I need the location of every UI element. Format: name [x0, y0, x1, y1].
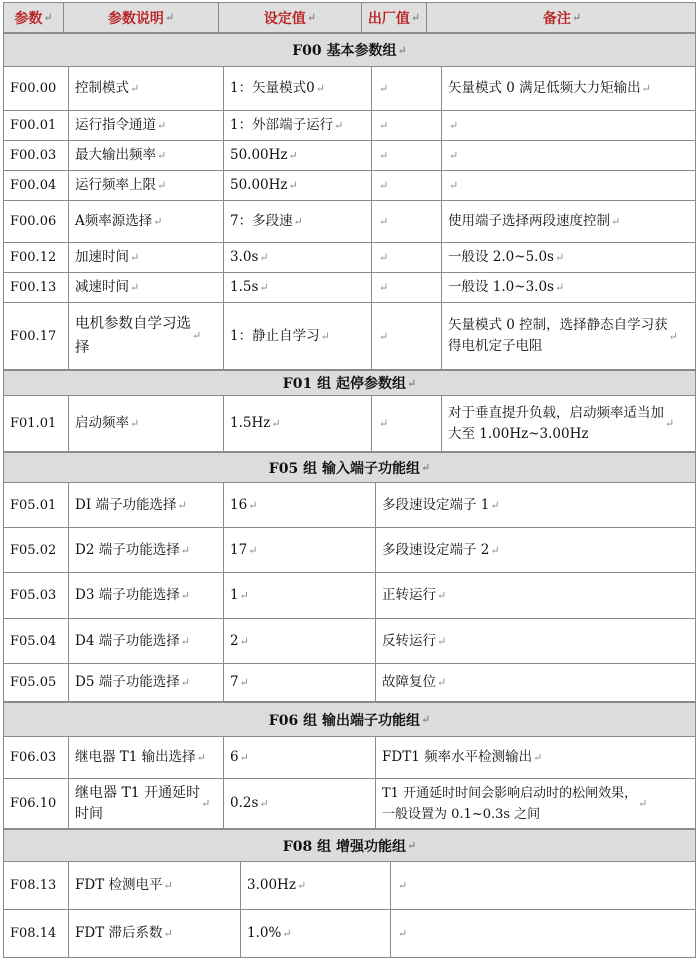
param-setting-text: 1 — [230, 587, 239, 603]
param-setting-text: 0.2s — [230, 795, 259, 811]
param-desc-text: 加速时间 — [75, 249, 129, 265]
paragraph-mark-icon: ↵ — [130, 281, 140, 294]
param-desc-text: A频率源选择 — [75, 213, 153, 229]
param-desc-text: 最大输出频率 — [75, 147, 156, 163]
param-desc — [68, 779, 223, 828]
param-desc-text: D2 端子功能选择 — [75, 541, 180, 558]
param-setting — [223, 303, 371, 369]
param-desc — [68, 862, 240, 909]
section-title — [4, 830, 695, 861]
table-row — [3, 483, 696, 528]
param-desc-text: 减速时间 — [75, 279, 129, 295]
param-code — [4, 67, 68, 110]
param-desc — [68, 737, 223, 778]
param-code-text: F08.14 — [10, 926, 57, 941]
param-remark — [441, 111, 695, 140]
paragraph-mark-icon: ↵ — [449, 179, 459, 192]
paragraph-mark-icon: ↵ — [180, 676, 190, 689]
param-desc-text: FDT 检测电平 — [75, 877, 163, 893]
param-remark — [441, 201, 695, 242]
param-remark — [441, 303, 695, 369]
param-desc-text: FDT 滞后系数 — [75, 925, 163, 941]
param-desc-text: D5 端子功能选择 — [75, 674, 180, 690]
param-code-text: F05.03 — [10, 588, 57, 603]
param-desc — [68, 619, 223, 663]
param-code-text: F05.05 — [10, 675, 57, 690]
section-title — [4, 453, 695, 482]
param-code-text: F06.10 — [10, 796, 57, 811]
paragraph-mark-icon: ↵ — [43, 11, 53, 24]
paragraph-mark-icon: ↵ — [177, 498, 187, 512]
paragraph-mark-icon: ↵ — [306, 11, 317, 24]
param-remark — [375, 619, 695, 663]
table-row — [3, 396, 696, 452]
paragraph-mark-icon: ↵ — [398, 927, 408, 940]
param-remark-text: 正转运行 — [382, 587, 436, 603]
paragraph-mark-icon: ↵ — [163, 879, 173, 892]
param-remark-text: 矢量模式 0 控制，选择静态自学习获 得电机定子电阻 — [448, 317, 668, 354]
paragraph-mark-icon: ↵ — [130, 251, 140, 264]
paragraph-mark-icon: ↵ — [320, 329, 330, 343]
paragraph-mark-icon: ↵ — [192, 329, 202, 342]
param-desc — [68, 910, 240, 957]
paragraph-mark-icon: ↵ — [180, 543, 190, 557]
param-remark-text: 一般设 1.0~3.0s — [448, 279, 554, 295]
param-code-text: F05.04 — [10, 633, 57, 649]
param-setting-text: 50.00Hz — [230, 177, 288, 193]
param-desc — [68, 528, 223, 572]
param-code — [4, 396, 68, 451]
section-title — [4, 703, 695, 736]
param-remark — [390, 910, 695, 957]
header-desc-text: 参数说明 — [107, 10, 164, 27]
paragraph-mark-icon: ↵ — [157, 149, 167, 162]
paragraph-mark-icon: ↵ — [449, 119, 459, 132]
paragraph-mark-icon: ↵ — [239, 751, 249, 764]
paragraph-mark-icon: ↵ — [379, 82, 389, 95]
param-setting-text: 1.0% — [247, 925, 282, 941]
paragraph-mark-icon: ↵ — [239, 676, 249, 689]
section-f06 — [3, 702, 696, 737]
paragraph-mark-icon: ↵ — [239, 589, 249, 602]
param-remark — [441, 67, 695, 110]
param-setting — [223, 201, 371, 242]
paragraph-mark-icon: ↵ — [490, 543, 500, 557]
param-desc — [68, 141, 223, 170]
param-setting — [223, 111, 371, 140]
param-code-text: F05.01 — [10, 497, 57, 513]
param-code — [4, 664, 68, 701]
paragraph-mark-icon: ↵ — [379, 281, 389, 294]
paragraph-mark-icon: ↵ — [406, 376, 417, 390]
param-setting-text: 1：静止自学习 — [230, 327, 320, 344]
paragraph-mark-icon: ↵ — [410, 11, 421, 24]
param-code-text: F00.06 — [10, 214, 57, 229]
param-remark-text: 使用端子选择两段速度控制 — [448, 213, 610, 229]
table-row — [3, 862, 696, 910]
param-remark-text: 反转运行 — [382, 632, 436, 649]
paragraph-mark-icon: ↵ — [641, 82, 651, 95]
paragraph-mark-icon: ↵ — [490, 498, 500, 512]
param-setting-text: 7 — [230, 674, 239, 690]
param-setting — [223, 396, 371, 451]
paragraph-mark-icon: ↵ — [288, 179, 298, 192]
table-row — [3, 171, 696, 201]
paragraph-mark-icon: ↵ — [611, 215, 621, 228]
param-setting — [223, 779, 375, 828]
param-remark — [441, 141, 695, 170]
param-code — [4, 303, 68, 369]
paragraph-mark-icon: ↵ — [196, 751, 206, 764]
table-row — [3, 737, 696, 779]
param-remark — [375, 528, 695, 572]
param-code-text: F01.01 — [10, 416, 57, 431]
table-header — [3, 2, 696, 33]
section-f08 — [3, 829, 696, 862]
param-factory — [371, 396, 441, 451]
param-factory — [371, 171, 441, 200]
paragraph-mark-icon: ↵ — [398, 879, 408, 892]
paragraph-mark-icon: ↵ — [239, 634, 249, 648]
param-code — [4, 779, 68, 828]
param-remark-text: 多段速设定端子 2 — [382, 541, 490, 558]
param-code — [4, 111, 68, 140]
param-code — [4, 273, 68, 302]
param-desc-text: 控制模式 — [75, 80, 129, 96]
param-factory — [371, 243, 441, 272]
table-row — [3, 273, 696, 303]
paragraph-mark-icon: ↵ — [164, 11, 175, 24]
param-remark-text: 一般设 2.0~5.0s — [448, 249, 554, 265]
param-desc-text: 启动频率 — [75, 415, 129, 431]
param-remark — [441, 171, 695, 200]
paragraph-mark-icon: ↵ — [379, 329, 389, 343]
paragraph-mark-icon: ↵ — [293, 215, 303, 228]
param-desc — [68, 573, 223, 618]
paragraph-mark-icon: ↵ — [533, 751, 543, 764]
param-setting-text: 2 — [230, 632, 239, 649]
paragraph-mark-icon: ↵ — [406, 839, 417, 852]
param-code — [4, 573, 68, 618]
param-factory — [371, 303, 441, 369]
table-row — [3, 303, 696, 370]
param-desc — [68, 67, 223, 110]
paragraph-mark-icon: ↵ — [259, 797, 269, 810]
paragraph-mark-icon: ↵ — [379, 417, 389, 430]
header-setting — [218, 3, 361, 32]
header-setting-text: 设定值 — [263, 10, 306, 27]
param-code-text: F05.02 — [10, 542, 57, 558]
param-desc-text: D4 端子功能选择 — [75, 632, 180, 649]
section-title-text: F01 组 起停参数组 — [282, 376, 406, 392]
paragraph-mark-icon: ↵ — [130, 417, 140, 430]
param-remark — [441, 396, 695, 451]
param-setting-text: 7：多段速 — [230, 213, 293, 229]
param-remark-text: 对于垂直提升负载，启动频率适当加 大至 1.00Hz~3.00Hz — [448, 404, 664, 442]
param-desc — [68, 483, 223, 527]
section-f05 — [3, 452, 696, 483]
param-remark-text: 故障复位 — [382, 674, 436, 690]
param-setting — [223, 737, 375, 778]
param-setting — [223, 243, 371, 272]
param-remark — [375, 573, 695, 618]
param-code-text: F00.04 — [10, 178, 57, 193]
table-row — [3, 243, 696, 273]
header-param — [4, 3, 63, 32]
param-code-text: F08.13 — [10, 878, 57, 893]
param-desc-text: 继电器 T1 输出选择 — [75, 749, 196, 765]
param-remark — [441, 273, 695, 302]
section-title-text: F08 组 增强功能组 — [282, 838, 406, 855]
section-title — [4, 34, 695, 66]
param-remark — [375, 737, 695, 778]
paragraph-mark-icon: ↵ — [397, 43, 407, 57]
param-desc — [68, 171, 223, 200]
paragraph-mark-icon: ↵ — [288, 149, 298, 162]
param-code — [4, 528, 68, 572]
param-desc-text: D3 端子功能选择 — [75, 587, 180, 603]
param-setting — [223, 573, 375, 618]
header-param-text: 参数 — [14, 10, 43, 27]
section-title-text: F00 基本参数组 — [292, 43, 397, 59]
param-setting-text: 6 — [230, 749, 239, 765]
param-code-text: F00.13 — [10, 280, 57, 295]
param-setting-text: 50.00Hz — [230, 147, 288, 163]
param-setting — [223, 67, 371, 110]
header-remark — [426, 3, 697, 32]
param-code-text: F00.12 — [10, 250, 57, 265]
param-setting — [240, 862, 390, 909]
table-row — [3, 528, 696, 573]
paragraph-mark-icon: ↵ — [638, 797, 648, 810]
param-remark — [375, 779, 695, 828]
param-setting — [223, 483, 375, 527]
paragraph-mark-icon: ↵ — [420, 461, 431, 474]
param-remark — [441, 243, 695, 272]
param-code-text: F00.01 — [10, 118, 57, 133]
param-factory — [371, 141, 441, 170]
paragraph-mark-icon: ↵ — [554, 251, 565, 264]
paragraph-mark-icon: ↵ — [379, 215, 389, 228]
param-code — [4, 243, 68, 272]
paragraph-mark-icon: ↵ — [271, 417, 281, 430]
param-desc-text: DI 端子功能选择 — [75, 496, 177, 513]
paragraph-mark-icon: ↵ — [153, 215, 163, 228]
paragraph-mark-icon: ↵ — [201, 797, 211, 810]
param-desc-text: 继电器 T1 开通延时 时间 — [75, 784, 201, 822]
paragraph-mark-icon: ↵ — [163, 927, 173, 940]
table-row — [3, 619, 696, 664]
param-desc — [68, 201, 223, 242]
param-desc — [68, 664, 223, 701]
section-f00 — [3, 33, 696, 67]
paragraph-mark-icon: ↵ — [437, 589, 447, 602]
param-setting-text: 1：外部端子运行 — [230, 117, 334, 133]
paragraph-mark-icon: ↵ — [248, 543, 258, 557]
param-remark — [390, 862, 695, 909]
param-remark — [375, 483, 695, 527]
param-code — [4, 737, 68, 778]
param-code — [4, 171, 68, 200]
table-row — [3, 779, 696, 829]
paragraph-mark-icon: ↵ — [180, 634, 190, 648]
param-setting-text: 16 — [230, 496, 248, 513]
param-desc — [68, 303, 223, 369]
section-title-text: F05 组 输入端子功能组 — [268, 460, 420, 477]
param-desc — [68, 273, 223, 302]
section-f01 — [3, 370, 696, 396]
param-setting — [223, 171, 371, 200]
header-factory-text: 出厂值 — [367, 10, 410, 27]
param-setting-text: 17 — [230, 541, 248, 558]
paragraph-mark-icon: ↵ — [248, 498, 258, 512]
table-row — [3, 111, 696, 141]
table-row — [3, 67, 696, 111]
paragraph-mark-icon: ↵ — [665, 417, 675, 430]
param-setting-text: 1：矢量模式0 — [230, 80, 315, 96]
header-factory — [361, 3, 426, 32]
param-remark-text: FDT1 频率水平检测输出 — [382, 749, 533, 765]
param-code-text: F00.03 — [10, 148, 57, 163]
paragraph-mark-icon: ↵ — [296, 879, 307, 892]
paragraph-mark-icon: ↵ — [437, 634, 447, 648]
paragraph-mark-icon: ↵ — [334, 119, 344, 132]
table-row — [3, 664, 696, 702]
paragraph-mark-icon: ↵ — [180, 589, 190, 602]
param-desc-text: 电机参数自学习选 择 — [75, 316, 191, 356]
param-desc-text: 运行指令通道 — [75, 117, 156, 133]
table-row — [3, 201, 696, 243]
param-code — [4, 201, 68, 242]
table-row — [3, 910, 696, 958]
param-code — [4, 862, 68, 909]
param-setting — [223, 619, 375, 663]
param-remark-text: 多段速设定端子 1 — [382, 496, 490, 513]
table-row — [3, 573, 696, 619]
param-code — [4, 141, 68, 170]
paragraph-mark-icon: ↵ — [571, 11, 582, 24]
param-factory — [371, 273, 441, 302]
paragraph-mark-icon: ↵ — [130, 82, 140, 95]
param-remark — [375, 664, 695, 701]
param-setting-text: 3.0s — [230, 249, 259, 265]
paragraph-mark-icon: ↵ — [449, 149, 459, 162]
param-code-text: F00.00 — [10, 81, 57, 96]
paragraph-mark-icon: ↵ — [259, 281, 269, 294]
param-factory — [371, 201, 441, 242]
param-setting — [223, 664, 375, 701]
paragraph-mark-icon: ↵ — [379, 119, 389, 132]
table-row — [3, 141, 696, 171]
param-factory — [371, 67, 441, 110]
param-desc — [68, 111, 223, 140]
paragraph-mark-icon: ↵ — [668, 329, 678, 343]
paragraph-mark-icon: ↵ — [259, 251, 269, 264]
param-setting — [223, 273, 371, 302]
header-desc — [63, 3, 218, 32]
param-code-text: F00.17 — [10, 328, 57, 344]
paragraph-mark-icon: ↵ — [157, 179, 167, 192]
param-code — [4, 619, 68, 663]
param-code-text: F06.03 — [10, 750, 57, 765]
section-title-text: F06 组 输出端子功能组 — [268, 712, 420, 729]
header-remark-text: 备注 — [542, 10, 571, 27]
param-setting-text: 1.5Hz — [230, 415, 271, 431]
paragraph-mark-icon: ↵ — [554, 281, 565, 294]
param-setting — [240, 910, 390, 957]
param-remark-text: 矢量模式 0 满足低频大力矩输出 — [448, 80, 641, 96]
paragraph-mark-icon: ↵ — [379, 149, 389, 162]
param-code — [4, 910, 68, 957]
paragraph-mark-icon: ↵ — [282, 927, 292, 940]
param-factory — [371, 111, 441, 140]
paragraph-mark-icon: ↵ — [157, 119, 167, 132]
paragraph-mark-icon: ↵ — [379, 179, 389, 192]
paragraph-mark-icon: ↵ — [315, 82, 325, 95]
param-desc — [68, 396, 223, 451]
param-setting-text: 1.5s — [230, 279, 259, 295]
param-remark-text: T1 开通延时时间会影响启动时的松闸效果， 一般设置为 0.1~0.3s 之间 — [382, 785, 638, 822]
param-desc-text: 运行频率上限 — [75, 177, 156, 193]
param-code — [4, 483, 68, 527]
param-setting — [223, 141, 371, 170]
paragraph-mark-icon: ↵ — [420, 713, 431, 726]
paragraph-mark-icon: ↵ — [379, 251, 389, 264]
section-title — [4, 371, 695, 395]
param-setting — [223, 528, 375, 572]
param-setting-text: 3.00Hz — [247, 877, 296, 893]
param-desc — [68, 243, 223, 272]
paragraph-mark-icon: ↵ — [437, 676, 447, 689]
